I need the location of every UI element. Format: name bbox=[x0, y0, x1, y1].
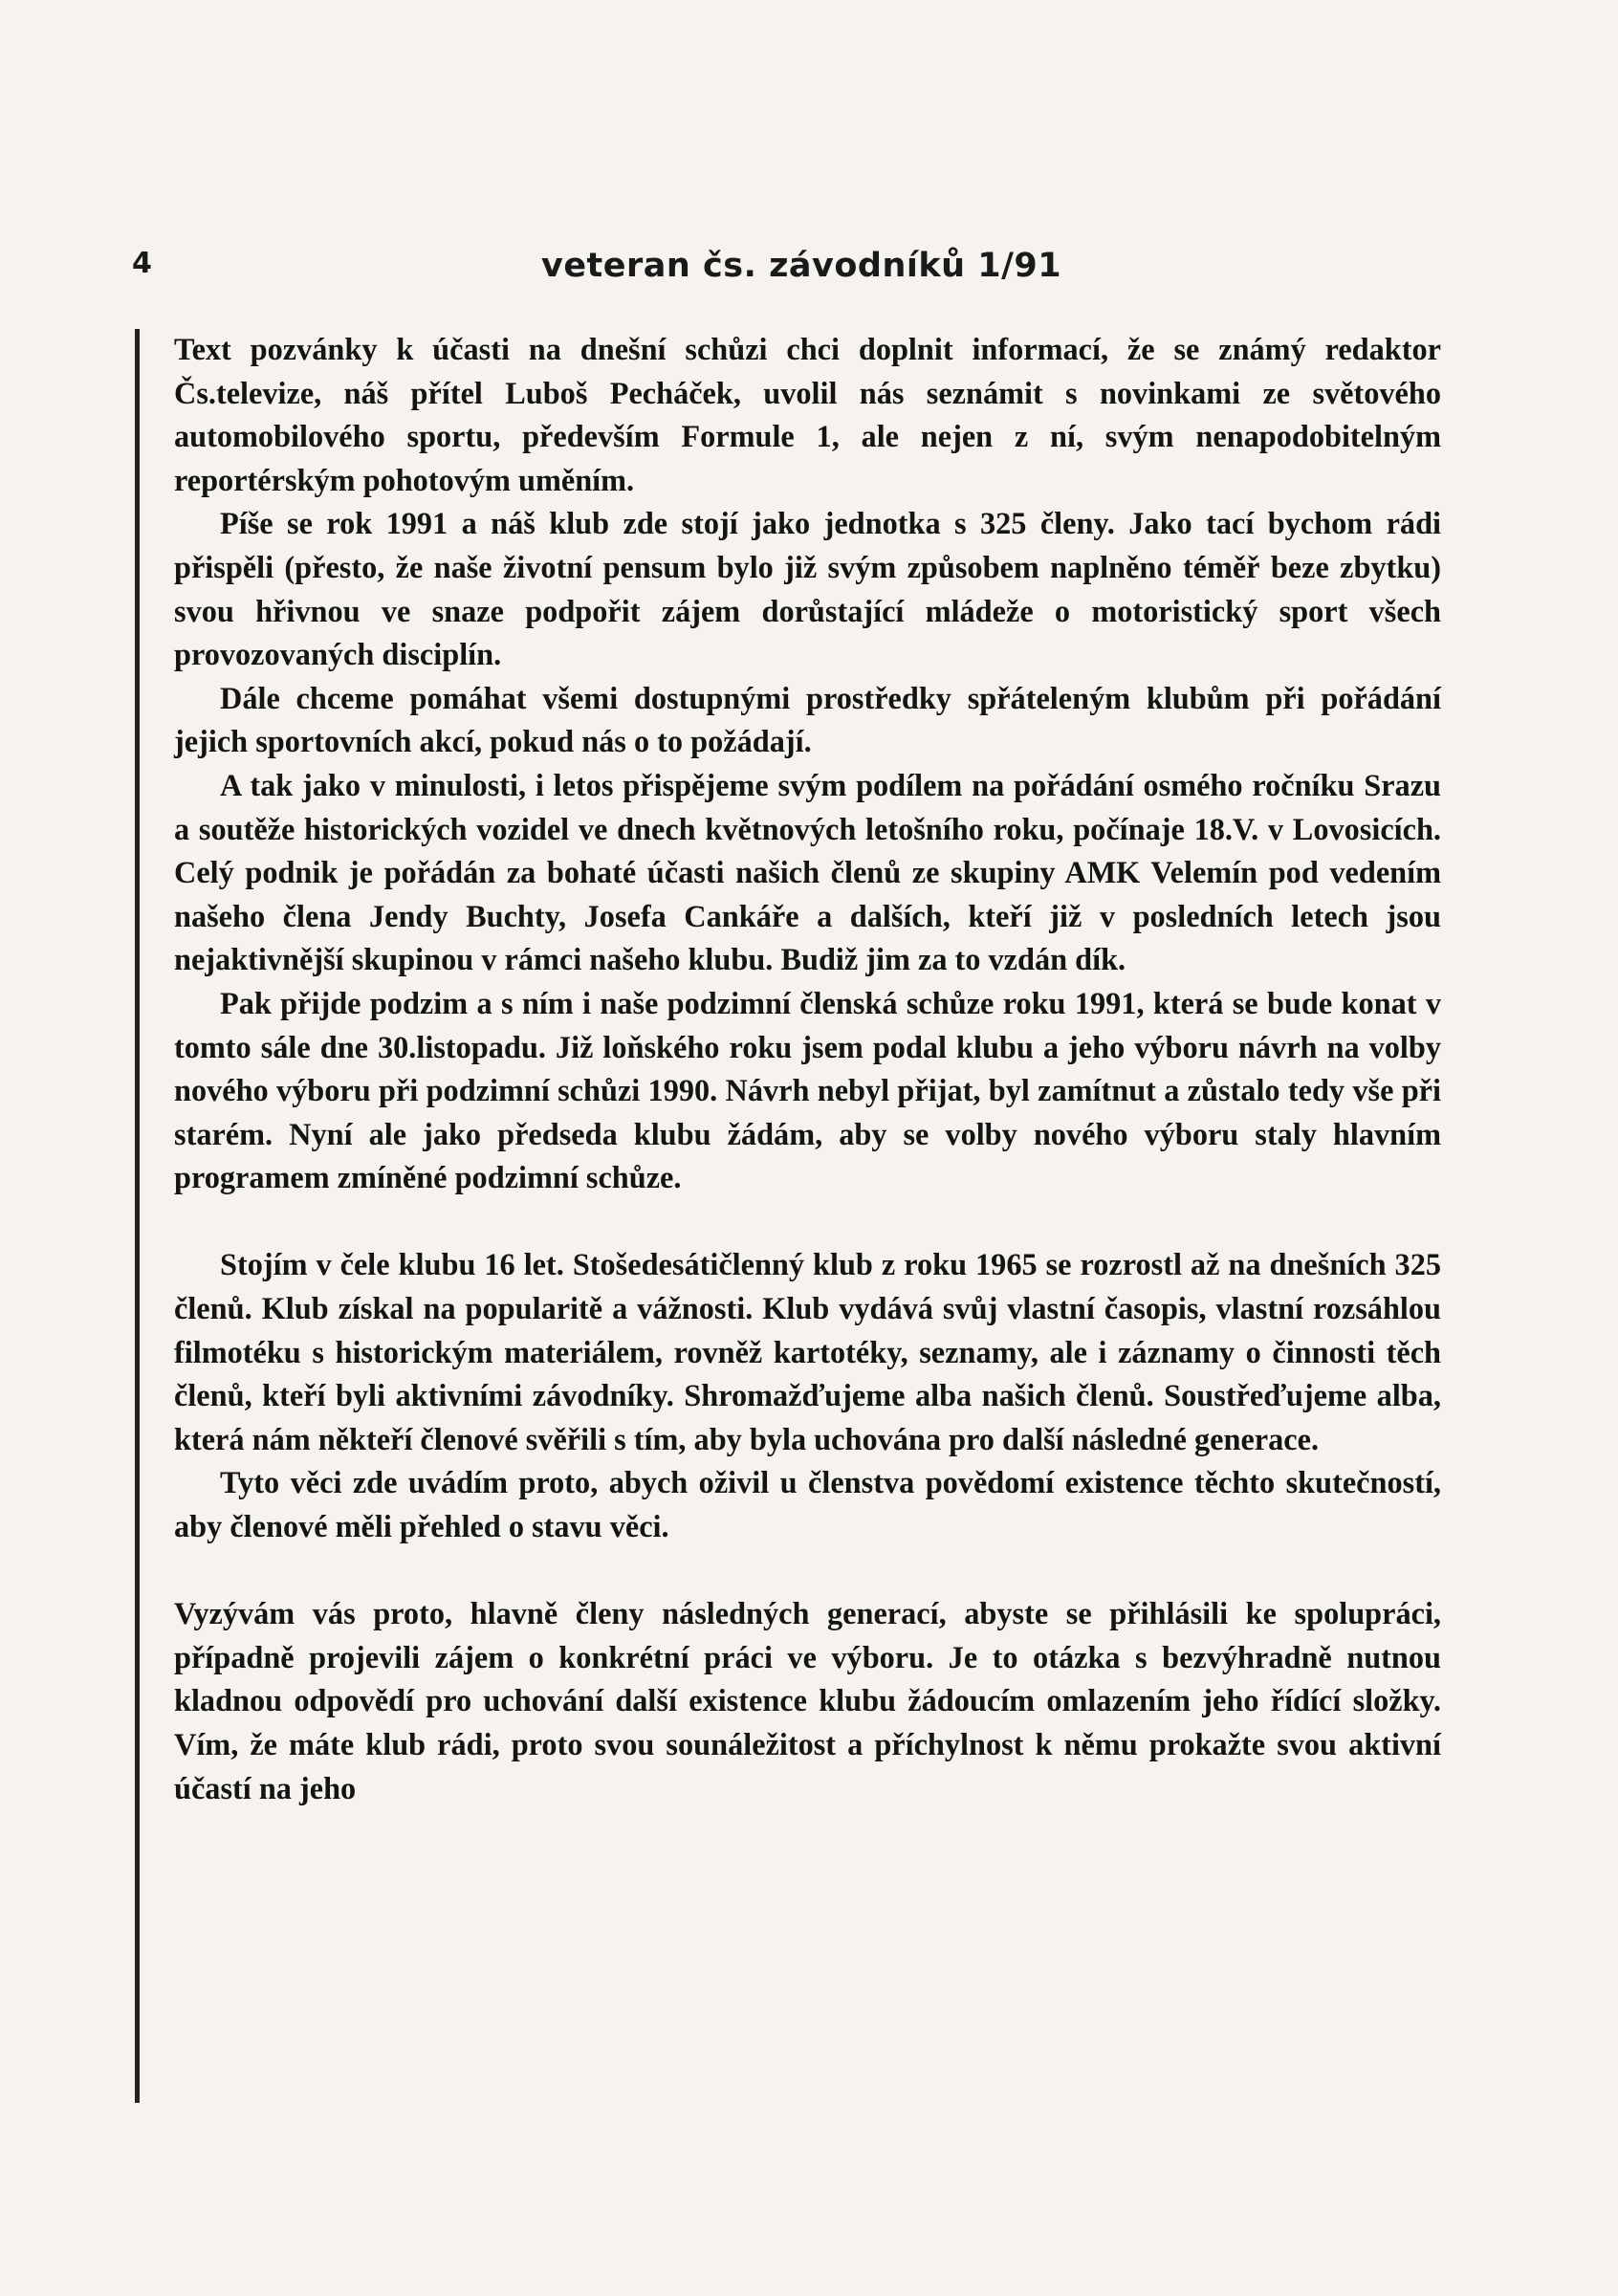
margin-rule bbox=[135, 329, 140, 2103]
paragraph: A tak jako v minulosti, i letos přispějeme svým podílem na pořádání osmého ročníku Srazu a soutěže historických vozidel ve dnech květnových letošního roku, počínaje 18.V. v Lovosicích. Celý podnik je pořádán za bohaté účasti našich členů ze skupiny AMK Velemín pod vedením našeho člena Jendy Buchty, Josefa Cankáře a dalších, kteří již v posledních letech jsou nejaktivnější skupinou v rámci našeho klubu. Budiž jim za to vzdán dík. bbox=[174, 767, 1441, 977]
paragraph: Pak přijde podzim a s ním i naše podzimní členská schůze roku 1991, která se bude konat v tomto sále dne 30.listopadu. Již loňského roku jsem podal klubu a jeho výboru návrh na volby nového výboru při podzimní schůzi 1990. Návrh nebyl přijat, byl zamítnut a zůstalo tedy vše při starém. Nyní ale jako předseda klubu žádám, aby se volby nového výboru staly hlavním programem zmíněné podzimní schůze. bbox=[174, 985, 1441, 1195]
journal-title: veteran čs. závodníků 1/91 bbox=[541, 247, 1062, 285]
article-body bbox=[174, 328, 1441, 1810]
paragraph: Vyzývám vás proto, hlavně členy následných generací, abyste se přihlásili ke spolupráci, případně projevili zájem o konkrétní práci ve výboru. Je to otázka s bezvýhradně nutnou kladnou odpovědí pro uchování další existence klubu žádoucím omlazením jeho řídící složky. Vím, že máte klub rádi, proto svou sounáležitost a příchylnost k němu prokažte svou aktivní účastí na jeho bbox=[174, 1596, 1441, 1805]
paragraph: Píše se rok 1991 a náš klub zde stojí jako jednotka s 325 členy. Jako tací bychom rádi přispěli (přesto, že naše životní pensum bylo již svým způsobem naplněno téměř beze zbytku) svou hřivnou ve snaze podpořit zájem dorůstající mládeže o motoristický sport všech provozovaných disciplín. bbox=[174, 506, 1441, 672]
page-header bbox=[132, 247, 1471, 295]
paragraph: Dále chceme pomáhat všemi dostupnými prostředky spřáteleným klubům při pořádání jejich sportovních akcí, pokud nás o to požádají. bbox=[174, 680, 1441, 759]
page-number: 4 bbox=[132, 247, 152, 280]
paragraph: Stojím v čele klubu 16 let. Stošedesátičlenný klub z roku 1965 se rozrostl až na dnešních 325 členů. Klub získal na popularitě a vážnosti. Klub vydává svůj vlastní časopis, vlastní rozsáhlou filmotéku s historickým materiálem, rovněž kartotéky, seznamy, ale i záznamy o činnosti těch členů, kteří byli aktivními závodníky. Shromažďujeme alba našich členů. Soustřeďujeme alba, která nám někteří členové svěřili s tím, aby byla uchována pro další následné generace. bbox=[174, 1247, 1441, 1456]
paragraph: Tyto věci zde uvádím proto, abych oživil u členstva povědomí existence těchto skutečností, aby členové měli přehled o stavu věci. bbox=[174, 1465, 1441, 1544]
paragraph: Text pozvánky k účasti na dnešní schůzi chci doplnit informací, že se známý redaktor Čs.televize, náš přítel Luboš Pecháček, uvolil nás seznámit s novinkami ze světového automobilového sportu, především Formule 1, ale nejen z ní, svým nenapodobitelným reportérským pohotovým uměním. bbox=[174, 332, 1441, 497]
